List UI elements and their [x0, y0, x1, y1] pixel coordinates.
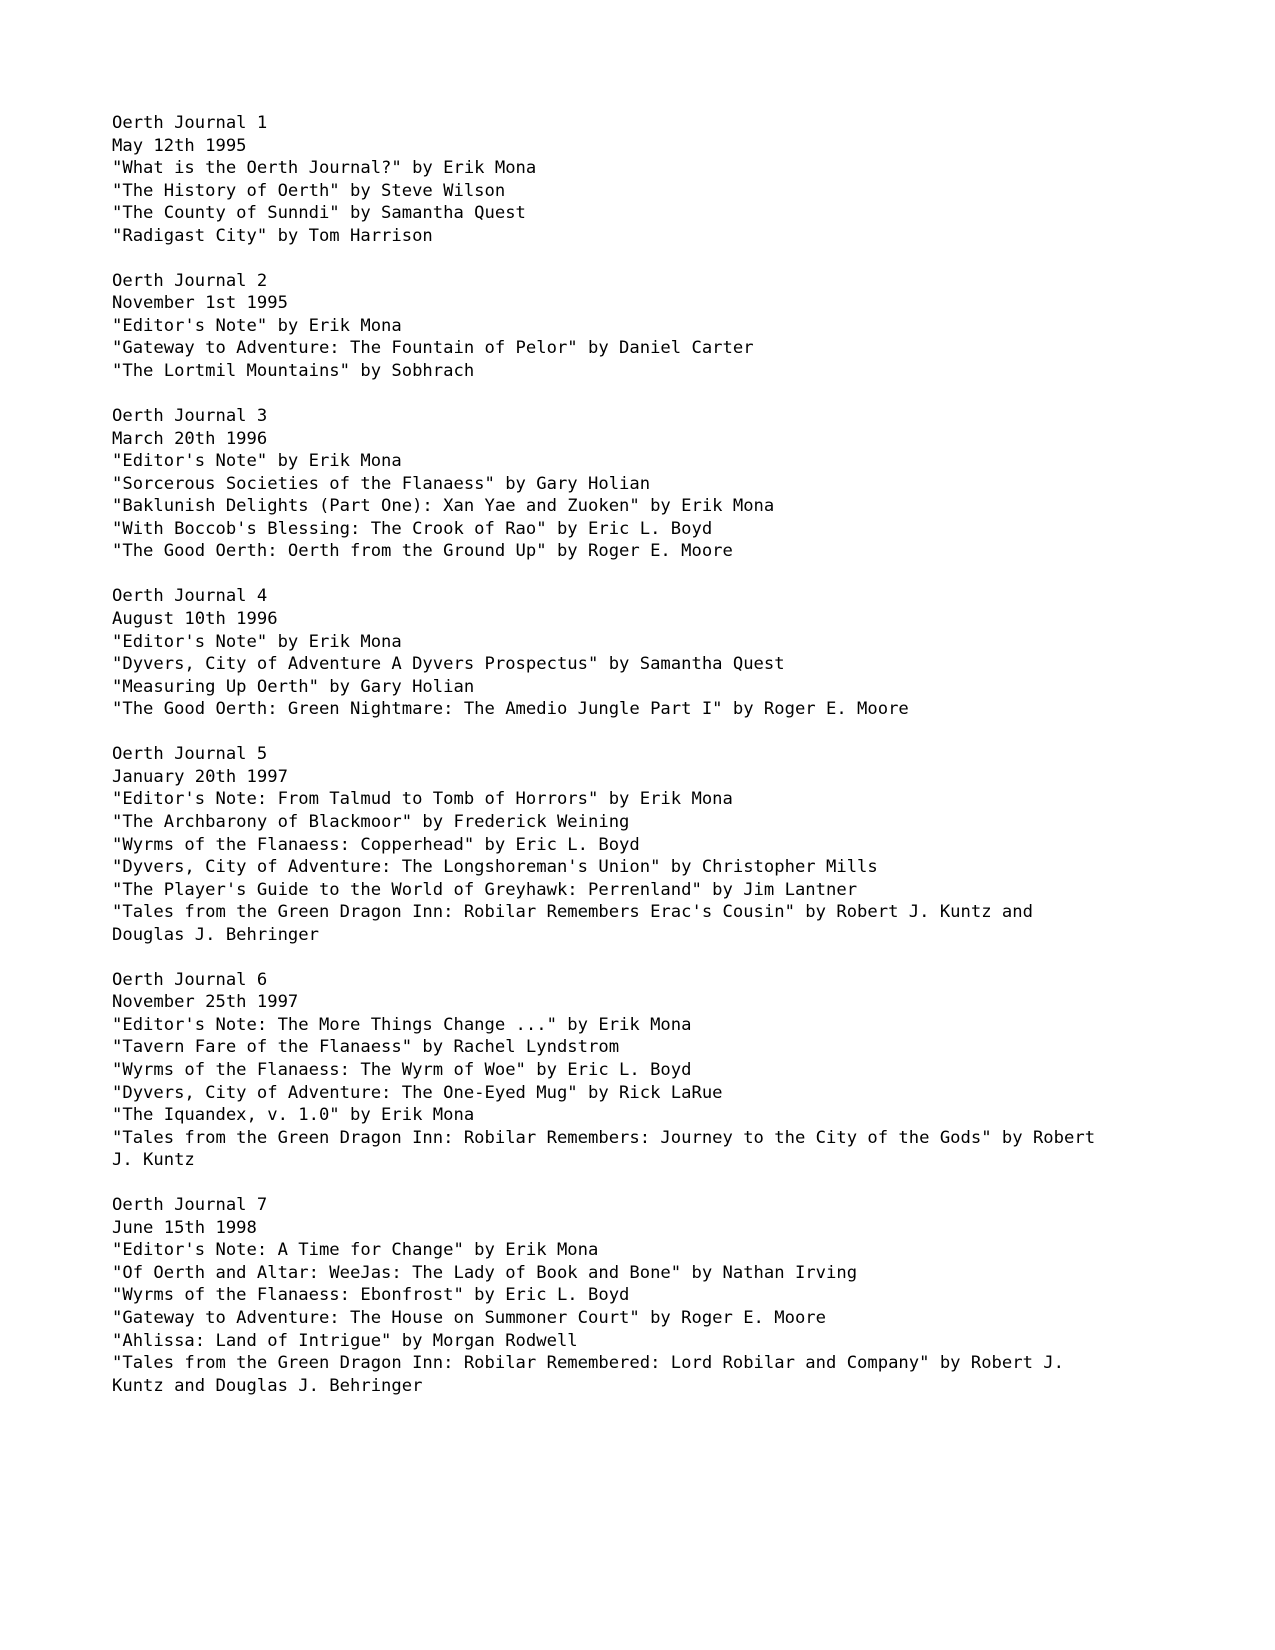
issue-title: Oerth Journal 2 [112, 270, 268, 291]
journal-index-text [112, 112, 1112, 1397]
issue-date: June 15th 1998 [112, 1217, 257, 1238]
article-entry: "Baklunish Delights (Part One): Xan Yae and Zuoken" by Erik Mona [112, 496, 775, 517]
article-entry: "Editor's Note" by Erik Mona [112, 315, 402, 336]
issue-title: Oerth Journal 1 [112, 113, 268, 133]
journal-issue [112, 405, 1112, 563]
article-entry: "The Player's Guide to the World of Greyhawk: Perrenland" by Jim Lantner [112, 879, 858, 900]
article-entry: "What is the Oerth Journal?" by Erik Mona [112, 158, 537, 179]
article-entry: "The Good Oerth: Green Nightmare: The Amedio Jungle Part I" by Roger E. Moore [112, 699, 909, 720]
article-entry: "Editor's Note: From Talmud to Tomb of Horrors" by Erik Mona [112, 789, 733, 810]
article-entry: "The Lortmil Mountains" by Sobhrach [112, 361, 475, 382]
article-entry: "Of Oerth and Altar: WeeJas: The Lady of Book and Bone" by Nathan Irving [112, 1262, 858, 1283]
issue-date: March 20th 1996 [112, 428, 268, 449]
issue-title: Oerth Journal 4 [112, 586, 268, 607]
journal-issue [112, 112, 1112, 247]
article-entry: "Dyvers, City of Adventure: The Longshoreman's Union" by Christopher Mills [112, 857, 878, 878]
article-entry: "Editor's Note: The More Things Change ..." by Erik Mona [112, 1014, 692, 1035]
article-entry: "Gateway to Adventure: The Fountain of Pelor" by Daniel Carter [112, 338, 754, 359]
issue-title: Oerth Journal 6 [112, 969, 268, 990]
issue-date: January 20th 1997 [112, 766, 288, 787]
article-entry: "Tales from the Green Dragon Inn: Robilar Remembers Erac's Cousin" by Robert J. Kuntz and Douglas J. Behringer [112, 902, 1044, 945]
issue-date: May 12th 1995 [112, 135, 247, 156]
article-entry: "Measuring Up Oerth" by Gary Holian [112, 676, 475, 697]
issue-title: Oerth Journal 5 [112, 744, 268, 765]
article-entry: "Editor's Note" by Erik Mona [112, 631, 402, 652]
article-entry: "Tales from the Green Dragon Inn: Robilar Remembered: Lord Robilar and Company" by Robert J. Kuntz and Douglas J. Behringer [112, 1353, 1075, 1396]
article-entry: "The Good Oerth: Oerth from the Ground Up" by Roger E. Moore [112, 541, 733, 562]
article-entry: "Wyrms of the Flanaess: Copperhead" by Eric L. Boyd [112, 834, 640, 855]
issue-date: August 10th 1996 [112, 609, 278, 630]
article-entry: "Editor's Note" by Erik Mona [112, 451, 402, 472]
journal-issue [112, 743, 1112, 946]
article-entry: "Radigast City" by Tom Harrison [112, 225, 433, 246]
issue-date: November 25th 1997 [112, 992, 299, 1013]
article-entry: "Gateway to Adventure: The House on Summoner Court" by Roger E. Moore [112, 1307, 826, 1328]
journal-issue [112, 585, 1112, 720]
article-entry: "Tavern Fare of the Flanaess" by Rachel Lyndstrom [112, 1037, 620, 1058]
issue-title: Oerth Journal 3 [112, 406, 268, 427]
article-entry: "The Iquandex, v. 1.0" by Erik Mona [112, 1105, 475, 1126]
article-entry: "The Archbarony of Blackmoor" by Frederick Weining [112, 811, 630, 832]
article-entry: "Dyvers, City of Adventure A Dyvers Prospectus" by Samantha Quest [112, 654, 785, 675]
journal-issue [112, 969, 1112, 1172]
article-entry: "Dyvers, City of Adventure: The One-Eyed Mug" by Rick LaRue [112, 1082, 723, 1103]
issue-title: Oerth Journal 7 [112, 1195, 268, 1216]
article-entry: "Wyrms of the Flanaess: The Wyrm of Woe" by Eric L. Boyd [112, 1059, 692, 1080]
journal-issue [112, 1194, 1112, 1397]
article-entry: "Wyrms of the Flanaess: Ebonfrost" by Eric L. Boyd [112, 1285, 630, 1306]
issue-date: November 1st 1995 [112, 293, 288, 314]
article-entry: "The History of Oerth" by Steve Wilson [112, 180, 506, 201]
article-entry: "Ahlissa: Land of Intrigue" by Morgan Rodwell [112, 1330, 578, 1351]
article-entry: "Sorcerous Societies of the Flanaess" by Gary Holian [112, 473, 651, 494]
article-entry: "Editor's Note: A Time for Change" by Erik Mona [112, 1240, 599, 1261]
article-entry: "Tales from the Green Dragon Inn: Robilar Remembers: Journey to the City of the Gods" by Robert J. Kuntz [112, 1127, 1106, 1171]
article-entry: "With Boccob's Blessing: The Crook of Rao" by Eric L. Boyd [112, 518, 713, 539]
journal-issue [112, 270, 1112, 383]
article-entry: "The County of Sunndi" by Samantha Quest [112, 203, 526, 224]
